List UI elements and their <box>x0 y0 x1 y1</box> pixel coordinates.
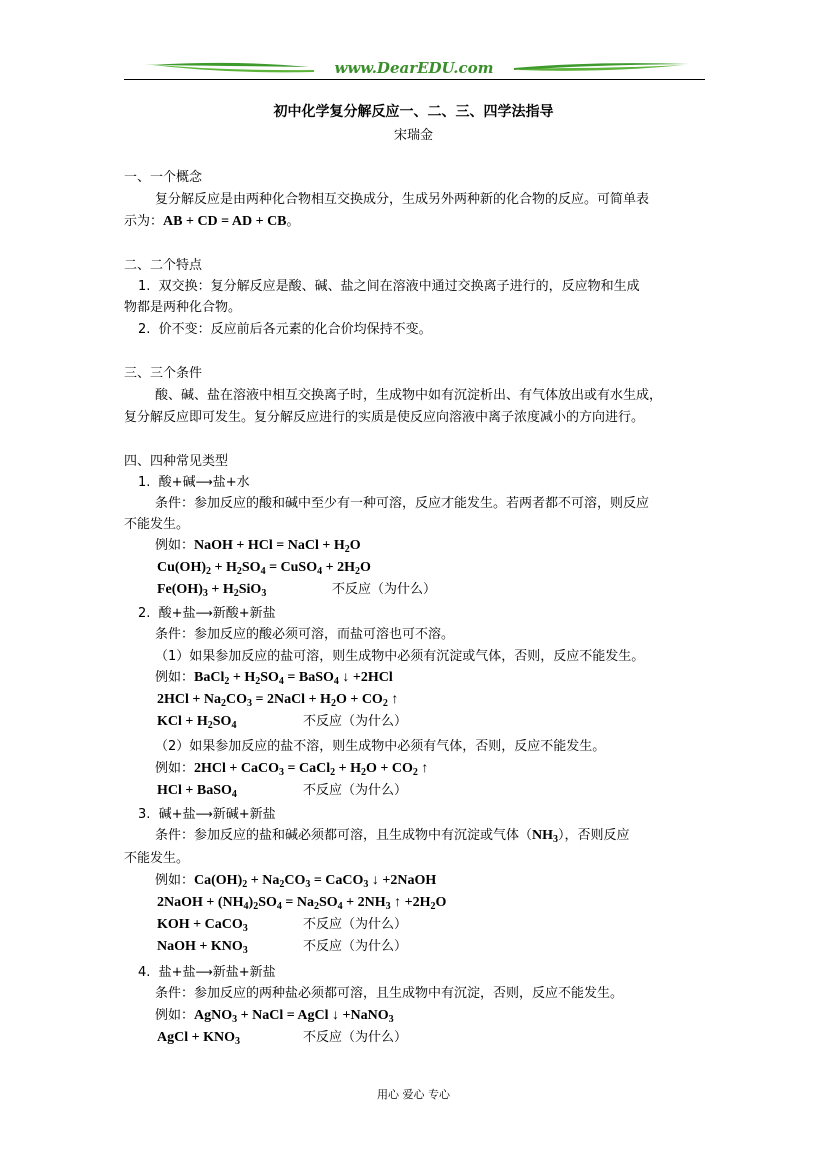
type1-title <box>138 472 250 493</box>
equation-naoh-hcl: NaOH + HCl = NaCl + $H_2O$ <box>194 538 361 555</box>
author: 宋瑞金 <box>393 128 433 143</box>
equation-naoh-nh42so4: 2NaOH + $(NH_4)_2SO_4 = Na_2SO_4 + 2NH_3$ ↑ $+2H_2O$ <box>157 895 447 912</box>
type3-example1 <box>155 871 436 891</box>
example-label: 例如： <box>155 761 195 776</box>
page-footer: 用心 爱心 专心 <box>377 1088 450 1101</box>
equation-naoh-kno3: NaOH + $KNO_3$ <box>157 939 248 956</box>
example-label: 例如： <box>155 670 195 685</box>
section2-item1-line2: 物都是两种化合物。 <box>124 300 242 315</box>
equation-agno3-nacl: AgNO$_3$ + NaCl = AgCl ↓ +NaNO$_3$ <box>194 1008 394 1025</box>
type2-example3 <box>157 712 236 732</box>
type3-number: 3. <box>138 807 151 822</box>
type3-no-reaction-1: 不反应（为什么） <box>303 917 408 932</box>
item1-number: 1. <box>138 279 151 294</box>
type2-point2: （2）如果参加反应的盐不溶，则生成物中必须有气体，否则，反应不能发生。 <box>155 739 606 754</box>
type4-title <box>138 962 276 983</box>
type1-no-reaction: 不反应（为什么） <box>332 582 437 597</box>
type1-reactants: 酸+碱 <box>158 475 196 490</box>
type1-condition-line2: 不能发生。 <box>124 517 190 532</box>
general-formula: AB + CD = AD + CB <box>163 214 287 229</box>
type3-title <box>138 804 276 825</box>
right-arrow-icon: ⟶ <box>195 965 213 979</box>
type3-example2 <box>157 893 446 913</box>
item2-text: 价不变：反应前后各元素的化合价均保持不变。 <box>158 322 432 337</box>
type2-no-reaction-2: 不反应（为什么） <box>303 783 408 798</box>
example-label: 例如： <box>155 1008 195 1023</box>
section1-text-line1: 复分解反应是由两种化合物相互交换成分，生成另外两种新的化合物的反应。可简单表 <box>155 192 650 207</box>
type1-example3 <box>157 580 266 600</box>
section1-text2a: 示为： <box>124 214 164 229</box>
right-arrow-icon: ⟶ <box>195 606 213 620</box>
type1-number: 1. <box>138 475 151 490</box>
type3-condition-a: 条件：参加反应的盐和碱必须都可溶，且生成物中有沉淀或气体（ <box>155 828 533 843</box>
brand-logo-text: www.DearEDU.com <box>334 59 494 77</box>
equation-agcl-kno3: AgCl + $KNO_3$ <box>157 1030 240 1047</box>
page-title: 初中化学复分解反应一、二、三、四学法指导 <box>273 104 554 120</box>
section2-heading: 二、二个特点 <box>124 258 203 273</box>
right-arrow-icon: ⟶ <box>195 475 213 489</box>
type1-example1 <box>155 536 361 556</box>
header-rule <box>124 79 705 80</box>
type2-condition: 条件：参加反应的酸必须可溶，而盐可溶也可不溶。 <box>155 627 455 642</box>
item1-text: 双交换：复分解反应是酸、碱、盐之间在溶液中通过交换离子进行的，反应物和生成 <box>158 279 640 294</box>
type2-products: 新酸+新盐 <box>212 606 276 621</box>
type1-condition-line1: 条件：参加反应的酸和碱中至少有一种可溶，反应才能发生。若两者都不可溶，则反应 <box>155 496 650 511</box>
type1-example2 <box>157 558 371 578</box>
equation-kcl-h2so4: KCl + $H_2SO_4$ <box>157 714 237 731</box>
type4-number: 4. <box>138 965 151 980</box>
type3-reactants: 碱+盐 <box>158 807 196 822</box>
equation-hcl-caco3: 2HCl + CaCO$_3$ = CaCl$_2$ + $H_2O + CO_2$ ↑ <box>194 761 429 778</box>
example-label: 例如： <box>155 873 195 888</box>
equation-bacl2-h2so4: BaCl$_2$ + $H_2SO_4$ = BaSO$_4$ ↓ +2HCl <box>194 670 393 687</box>
equation-hcl-baso4: HCl + BaSO$_4$ <box>157 783 237 800</box>
type3-no-reaction-2: 不反应（为什么） <box>303 939 408 954</box>
type1-products: 盐+水 <box>212 475 250 490</box>
section4-heading: 四、四种常见类型 <box>124 454 229 469</box>
type2-example1 <box>155 668 393 688</box>
type2-example2 <box>157 690 398 710</box>
section1-text-line2 <box>124 212 300 232</box>
formula-nh3: $NH_3$ <box>532 828 559 845</box>
type4-no-reaction: 不反应（为什么） <box>303 1030 408 1045</box>
type3-condition-line1 <box>155 826 630 846</box>
type2-number: 2. <box>138 606 151 621</box>
section1-heading: 一、一个概念 <box>124 170 203 185</box>
type3-example4 <box>157 937 248 957</box>
type3-condition-b: ），否则反应 <box>558 828 630 843</box>
type3-example3 <box>157 915 248 935</box>
section2-item2 <box>138 320 432 340</box>
type3-products: 新碱+新盐 <box>212 807 276 822</box>
equation-koh-caco3: KOH + CaCO$_3$ <box>157 917 248 934</box>
section2-item1-line1 <box>138 277 640 297</box>
section3-text-line2: 复分解反应即可发生。复分解反应进行的实质是使反应向溶液中离子浓度减小的方向进行。 <box>124 410 645 425</box>
section3-heading: 三、三个条件 <box>124 366 203 381</box>
equation-hcl-na2co3: $2HCl + Na_2CO_3$ = 2NaCl + $H_2O + CO_2$ ↑ <box>157 692 399 709</box>
equation-feoh3-h2sio3: $Fe(OH)_3 + H_2SiO_3$ <box>157 582 267 599</box>
item2-number: 2. <box>138 322 151 337</box>
type2-reactants: 酸+盐 <box>158 606 196 621</box>
type2-example5 <box>157 781 237 801</box>
type4-reactants: 盐+盐 <box>158 965 196 980</box>
section1-text2b: 。 <box>286 214 300 229</box>
type4-condition: 条件：参加反应的两种盐必须都可溶，且生成物中有沉淀，否则，反应不能发生。 <box>155 986 624 1001</box>
example-label: 例如： <box>155 538 195 553</box>
type3-condition-line2: 不能发生。 <box>124 851 190 866</box>
type2-point1: （1）如果参加反应的盐可溶，则生成物中必须有沉淀或气体，否则，反应不能发生。 <box>155 649 645 664</box>
section3-text-line1: 酸、碱、盐在溶液中相互交换离子时，生成物中如有沉淀析出、有气体放出或有水生成， <box>155 388 663 403</box>
equation-caoh2-na2co3: $Ca(OH)_2 + Na_2CO_3$ = CaCO$_3$ ↓ +2NaOH <box>194 873 437 890</box>
type2-example4 <box>155 759 428 779</box>
type2-title <box>138 603 276 624</box>
type4-products: 新盐+新盐 <box>212 965 276 980</box>
type2-no-reaction-1: 不反应（为什么） <box>303 714 408 729</box>
type4-example1 <box>155 1006 394 1026</box>
equation-cuoh2-h2so4: $Cu(OH)_2 + H_2SO_4$ = CuSO$_4$ + $2H_2O$ <box>157 560 371 577</box>
right-arrow-icon: ⟶ <box>195 807 213 821</box>
type4-example2 <box>157 1028 240 1048</box>
